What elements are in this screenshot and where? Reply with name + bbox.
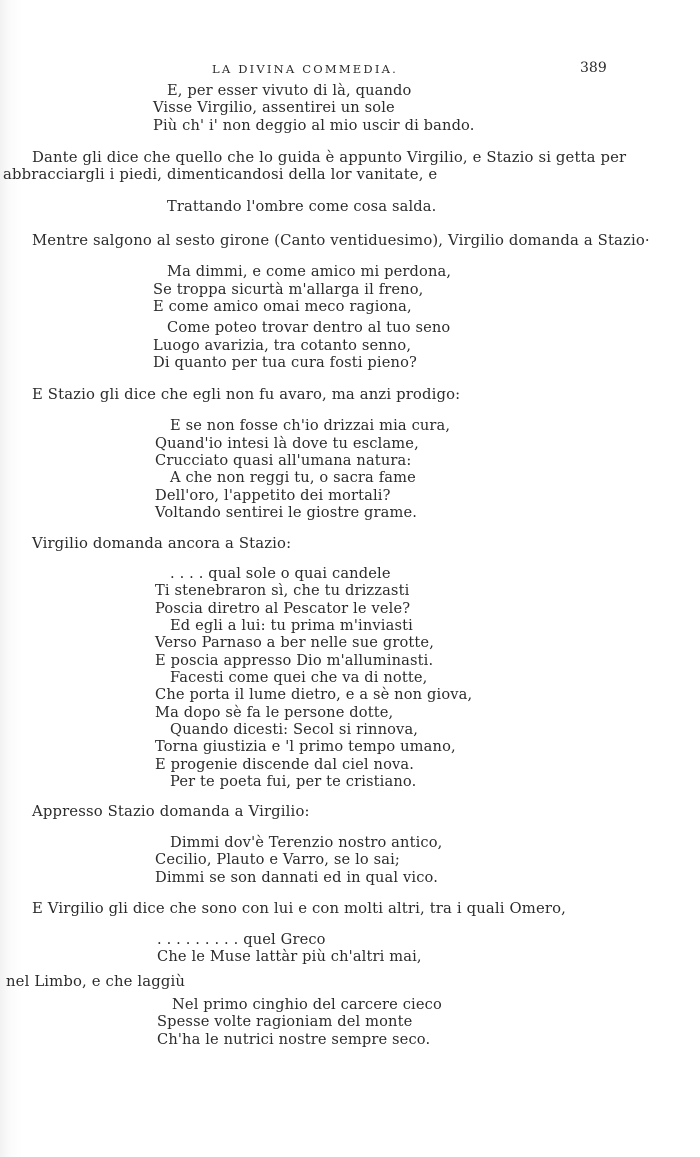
- verse-line: Ch'ha le nutrici nostre sempre seco.: [157, 1031, 431, 1048]
- verse-line: Trattando l'ombre come cosa salda.: [167, 198, 437, 215]
- verse-line: Voltando sentirei le giostre grame.: [155, 504, 418, 521]
- prose-line: Mentre salgono al sesto girone (Canto ventiduesimo), Virgilio domanda a Stazio·: [32, 232, 650, 249]
- prose-line: E Stazio gli dice che egli non fu avaro, ma anzi prodigo:: [32, 386, 461, 403]
- prose-line: E Virgilio gli dice che sono con lui e con molti altri, tra i quali Omero,: [32, 900, 566, 917]
- verse-line: Di quanto per tua cura fosti pieno?: [153, 354, 417, 371]
- verse-line: Ed egli a lui: tu prima m'inviasti: [170, 617, 413, 634]
- verse-line: E progenie discende dal ciel nova.: [155, 756, 415, 773]
- verse-line: Ma dimmi, e come amico mi perdona,: [167, 263, 452, 280]
- verse-line: Come poteo trovar dentro al tuo seno: [167, 319, 451, 336]
- verse-line: Dimmi dov'è Terenzio nostro antico,: [170, 834, 443, 851]
- verse-line: Cecilio, Plauto e Varro, se lo sai;: [155, 851, 400, 868]
- verse-line: Facesti come quei che va di notte,: [170, 669, 428, 686]
- verse-line: Quando dicesti: Secol si rinnova,: [170, 721, 419, 738]
- verse-line: Luogo avarizia, tra cotanto senno,: [153, 337, 412, 354]
- page-number: 389: [580, 60, 607, 76]
- prose-line: Dante gli dice che quello che lo guida è appunto Virgilio, e Stazio si getta per: [32, 149, 627, 166]
- verse-line: Quand'io intesi là dove tu esclame,: [155, 435, 419, 452]
- prose-line: Virgilio domanda ancora a Stazio:: [32, 535, 292, 552]
- verse-line: E poscia appresso Dio m'alluminasti.: [155, 652, 434, 669]
- verse-line: Che le Muse lattàr più ch'altri mai,: [157, 948, 422, 965]
- verse-line: Ti stenebraron sì, che tu drizzasti: [155, 582, 410, 599]
- verse-line: E se non fosse ch'io drizzai mia cura,: [170, 417, 451, 434]
- running-title: LA DIVINA COMMEDIA.: [212, 62, 398, 76]
- verse-line: Poscia diretro al Pescator le vele?: [155, 600, 411, 617]
- verse-line: E, per esser vivuto di là, quando: [167, 82, 412, 99]
- verse-line: Per te poeta fui, per te cristiano.: [170, 773, 417, 790]
- prose-line: abbracciargli i piedi, dimenticandosi della lor vanitate, e: [3, 166, 438, 183]
- verse-line: A che non reggi tu, o sacra fame: [170, 469, 416, 486]
- verse-line: E come amico omai meco ragiona,: [153, 298, 412, 315]
- verse-line: Ma dopo sè fa le persone dotte,: [155, 704, 394, 721]
- prose-line: Appresso Stazio domanda a Virgilio:: [32, 803, 310, 820]
- verse-line: . . . . qual sole o quai candele: [170, 565, 391, 582]
- verse-line: Crucciato quasi all'umana natura:: [155, 452, 412, 469]
- verse-line: . . . . . . . . . quel Greco: [157, 931, 326, 948]
- verse-line: Dell'oro, l'appetito dei mortali?: [155, 487, 391, 504]
- verse-line: Dimmi se son dannati ed in qual vico.: [155, 869, 439, 886]
- verse-line: Più ch' i' non deggio al mio uscir di bando.: [153, 117, 475, 134]
- verse-line: Nel primo cinghio del carcere cieco: [172, 996, 442, 1013]
- verse-line: Verso Parnaso a ber nelle sue grotte,: [155, 634, 434, 651]
- verse-line: Che porta il lume dietro, e a sè non giova,: [155, 686, 473, 703]
- verse-line: Spesse volte ragioniam del monte: [157, 1013, 413, 1030]
- prose-line: nel Limbo, e che laggiù: [6, 973, 186, 990]
- verse-line: Se troppa sicurtà m'allarga il freno,: [153, 281, 424, 298]
- verse-line: Torna giustizia e 'l primo tempo umano,: [155, 738, 456, 755]
- page-header: [0, 60, 700, 80]
- verse-line: Visse Virgilio, assentirei un sole: [153, 99, 395, 116]
